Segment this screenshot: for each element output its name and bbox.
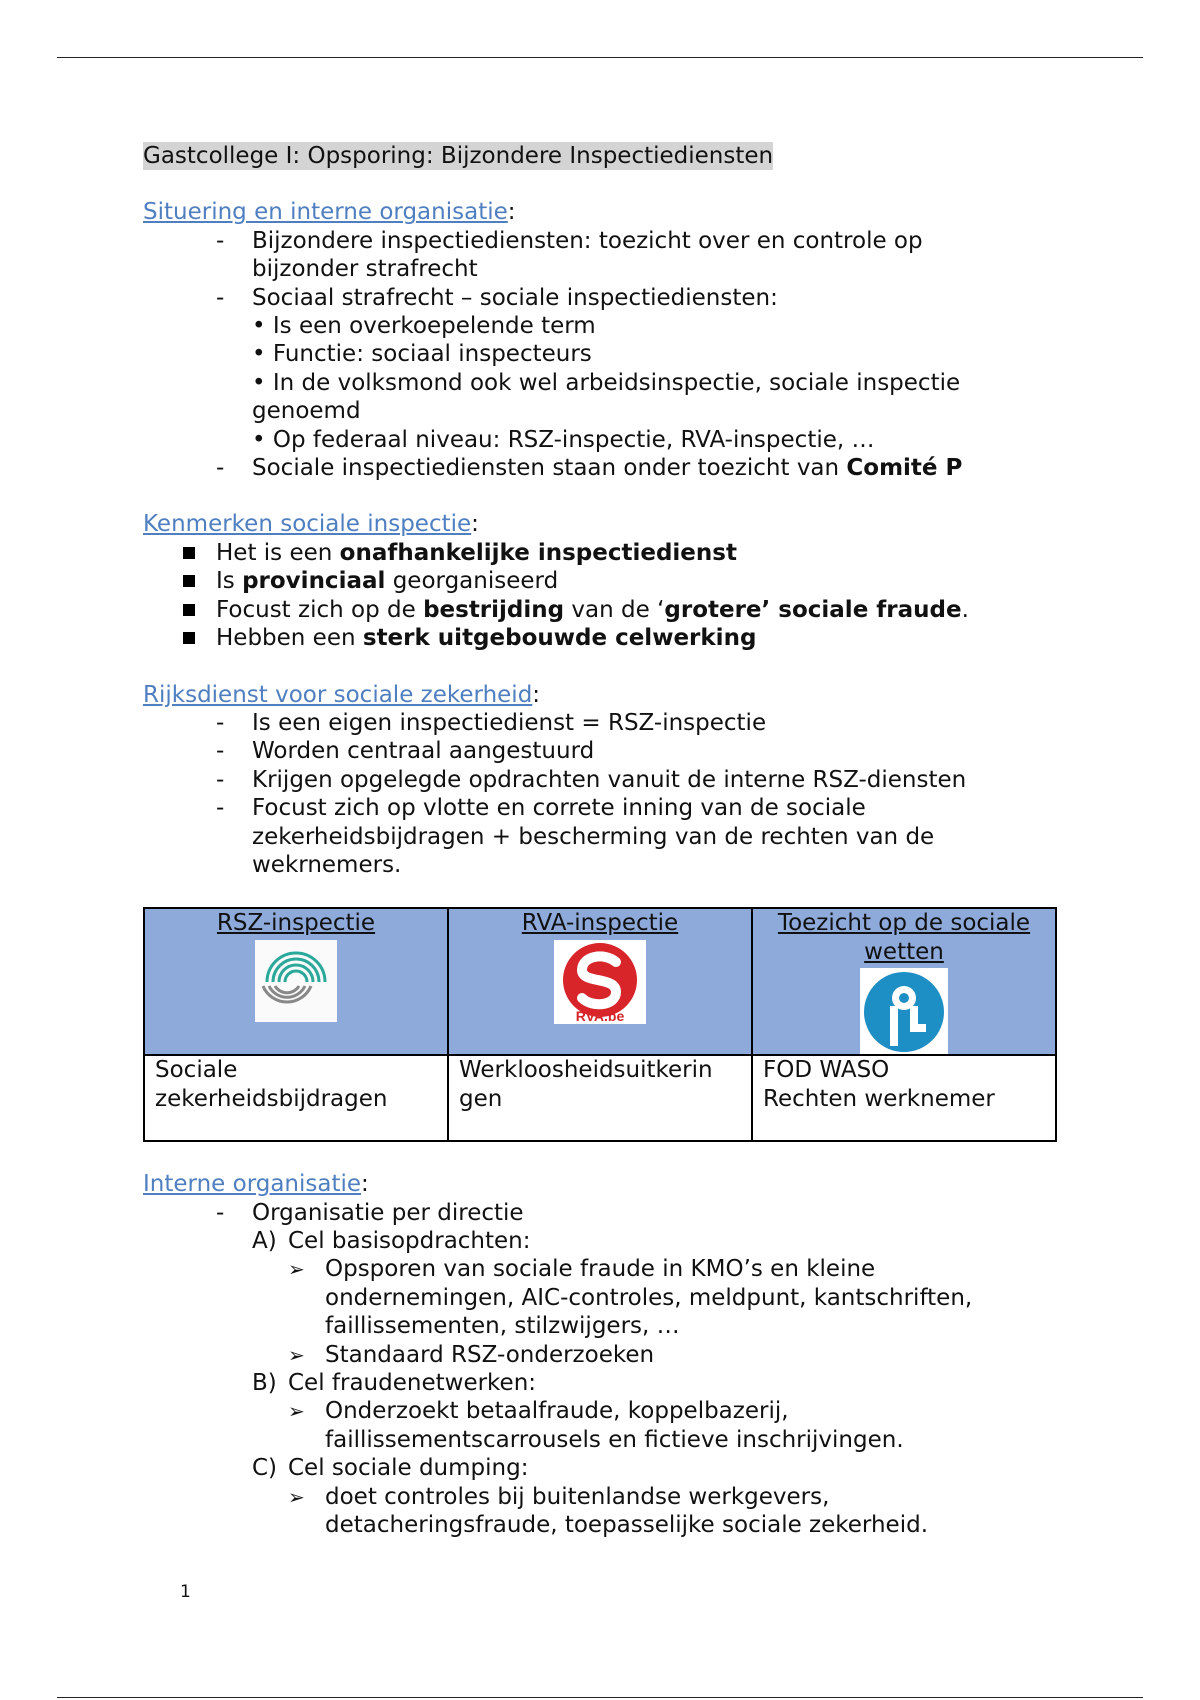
heading-link[interactable]: Situering en interne organisatie	[143, 199, 508, 226]
svg-text:RVA.be: RVA.be	[575, 1007, 625, 1024]
arrow-bullet-icon: ➢	[288, 1399, 305, 1424]
bullet-item: Focust zich op de bestrijding van de ‘grotere’ sociale fraude.	[143, 596, 1103, 624]
document-body	[143, 142, 1103, 1539]
arrow-item: ➢ Onderzoekt betaalfraude, koppelbazerij, faillissementscarrousels en fictieve inschrijvingen.	[288, 1398, 904, 1453]
table-header-rsz: RSZ-inspectie	[144, 908, 448, 1055]
arrow-bullet-icon: ➢	[288, 1257, 305, 1282]
sub-item: • Is een overkoepelende term	[252, 313, 596, 340]
sub-item: • In de volksmond ook wel arbeidsinspectie, sociale inspectie	[252, 369, 961, 396]
arrow-item: ➢ doet controles bij buitenlandse werkgevers, detacheringsfraude, toepasselijke sociale zekerheid.	[288, 1483, 929, 1539]
page-title: Gastcollege I: Opsporing: Bijzondere Inspectiediensten	[143, 143, 774, 169]
list-item: - Krijgen opgelegde opdrachten vanuit de interne RSZ-diensten	[143, 766, 1103, 794]
heading-link[interactable]: Interne organisatie	[143, 1171, 362, 1198]
waso-logo-icon	[860, 968, 948, 1054]
arrow-bullet-icon: ➢	[288, 1342, 305, 1367]
arrow-item: ➢ Opsporen van sociale fraude in KMO’s en kleine ondernemingen, AIC-controles, meldpunt, kantschriften, faillissementen, stilzwijgers, …	[288, 1256, 973, 1340]
bullet-item: Hebben een sterk uitgebouwde celwerking	[143, 624, 1103, 652]
sub-item: • Op federaal niveau: RSZ-inspectie, RVA-inspectie, …	[252, 426, 875, 453]
section-heading-rijksdienst: Rijksdienst voor sociale zekerheid:	[143, 681, 541, 708]
section-heading-kenmerken: Kenmerken sociale inspectie:	[143, 511, 479, 538]
bullet-item: Het is een onafhankelijke inspectiedienst	[143, 539, 1103, 567]
cel-item-b: B) Cel fraudenetwerken:	[252, 1370, 537, 1396]
arrow-item: ➢ Standaard RSZ-onderzoeken	[288, 1341, 655, 1368]
heading-link[interactable]: Kenmerken sociale inspectie	[143, 511, 472, 538]
section-heading-situering: Situering en interne organisatie:	[143, 199, 516, 226]
table-header-toezicht: Toezicht op de sociale wetten	[752, 908, 1056, 1055]
table-cell: FOD WASO Rechten werknemer	[752, 1055, 1056, 1141]
header-rule	[57, 57, 1143, 58]
list-item: - Is een eigen inspectiedienst = RSZ-inspectie	[143, 709, 1103, 737]
table-header-rva: RVA-inspectie RVA.be	[448, 908, 752, 1055]
list-item: - Bijzondere inspectiediensten: toezicht over en controle op bijzonder strafrecht	[143, 227, 1103, 284]
section-heading-interne-organisatie: Interne organisatie:	[143, 1171, 369, 1198]
rsz-logo-icon	[255, 940, 337, 1022]
arrow-bullet-icon: ➢	[288, 1484, 305, 1509]
list-item: - Focust zich op vlotte en correte inning van de sociale zekerheidsbijdragen + bescherming van de rechten van de wekrnemers.	[143, 794, 1103, 879]
list-item: - Sociale inspectiediensten staan onder toezicht van Comité P	[143, 454, 1103, 482]
list-item: - Sociaal strafrecht – sociale inspectiediensten:	[143, 284, 1103, 312]
sub-item: genoemd	[252, 398, 361, 425]
heading-link[interactable]: Rijksdienst voor sociale zekerheid	[143, 681, 533, 708]
page-number: 1	[180, 1582, 191, 1602]
sub-item: • Functie: sociaal inspecteurs	[252, 341, 592, 368]
bullet-item: Is provinciaal georganiseerd	[143, 567, 1103, 595]
cel-item-c: C) Cel sociale dumping:	[252, 1455, 529, 1482]
footer-rule	[57, 1697, 1143, 1698]
table-cell: Werkloosheidsuitkerin gen	[448, 1055, 752, 1141]
list-item: - Worden centraal aangestuurd	[143, 737, 1103, 765]
list-item: - Organisatie per directie	[143, 1199, 1103, 1227]
table-cell: Sociale zekerheidsbijdragen	[144, 1055, 448, 1141]
inspection-table	[143, 907, 1057, 1142]
rva-logo-icon	[554, 940, 646, 1024]
cel-item-a: A) Cel basisopdrachten:	[252, 1227, 531, 1254]
